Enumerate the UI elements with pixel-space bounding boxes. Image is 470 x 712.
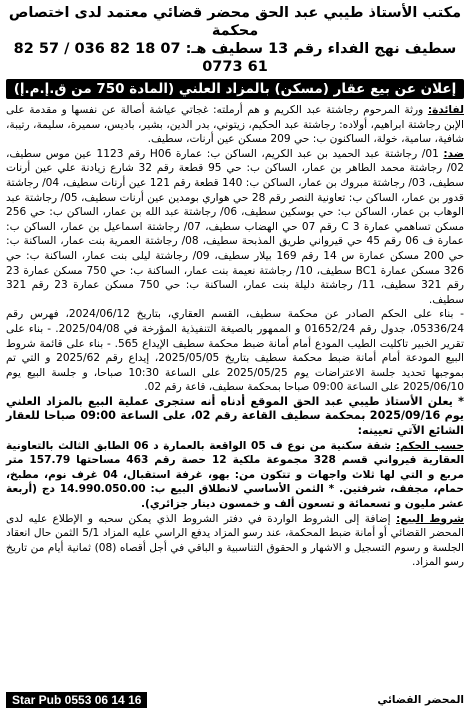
- sale-announcement-paragraph: * يعلن الأستاذ طيبي عبد الحق الموقع أدناه أنه ستجرى عملية البيع بالمزاد العلني يوم 2025/09/16 بمحكمة سطيف القاعة رقم 02، على الساعة 09:00 صباحا للعقار الشائع الآتي تعيينه:: [6, 394, 464, 438]
- defendants-paragraph: [6, 147, 464, 308]
- beneficiaries-paragraph: [6, 103, 464, 147]
- footer-bar: [6, 690, 464, 710]
- sale-conditions-paragraph: [6, 512, 464, 570]
- defendants-text: 01/ رجاشتة عبد الحميد بن عبد الكريم، الساكن ب: عمارة H06 رقم 1123 عين موس سطيف، 02/ رجاشتة محمد الطاهر بن عمار، الساكن ب: حي 95 قطعة رقم 32 شارع زيادنة علي عين أرنات سطيف، 03/ رجاشتة مبروك بن عمار، الساكن ب: 140 قطعة رقم 121 عين أرنات سطيف، 04/ رجاشتة قدور بن عمار، الساكن ب: تعاونية النصر رقم 28 حي هواري بومدين عين أرنات سطيف، 05/ رجاشتة عبد الوهاب بن عمار، الساكن ب: حي بوسكين سطيف، 06/ رجاشتة عبد الله بن عمار، الساكن ب: حي 256 مسكن تساهمي عمارة 3 C رقم 07 حي الهضاب سطيف، 07/ رجاشتة اسماعيل بن عمار، الساكن ب: عمارة ف 06 رقم 45 حي قيرواني طريق المذبحة سطيف، 08/ رجاشتة العمرية بنت عمار، الساكنة ب: حي 200 مسكن عمارة س 14 رقم 169 بيلار سطيف، 09/ رجاشتة ليلى بنت عمار، الساكنة ب: حي 326 مسكن عمارة BC1 سطيف، 10/ رجاشتة نعيمة بنت عمار، الساكنة ب: حي 750 مسكن عمارة 23 رقم 321 سطيف، 11/ رجاشتة دليلة بنت عمار، الساكنة ب: حي 750 مسكن عمارة 23 رقم 321 سطيف.: [6, 147, 465, 306]
- property-text: شقة سكنية من نوع ف 05 الواقعة بالعمارة د 06 الطابق الثالث بالتعاونية العقارية قيرواني قسم 328 مجموعة ملكية 12 حصة رقم 463 مساحتها 157.79 متر مربع و التي لها ثلاث واجهات و تتكون من: بهو، غرفة استقبال، 04 غرف نوم، مطبخ، حمام، مجفف، شرفتين. * الثمن الأساسي لانطلاق البيع ب: 14.990.050.00 دج (أربعة عشر مليون و تسعمائة و تسعون ألف و خمسون دينار جزائري).: [6, 439, 465, 511]
- defendants-label: ضد:: [443, 147, 465, 160]
- sale-conditions-text: إضافة إلى الشروط الواردة في دفتر الشروط الذي يمكن سحبه و الإطلاع عليه لدى المحضر القضائي أو أمانة ضبط المحكمة، عند رسو المزاد يدفع الراسي عليه المزاد 5/1 الثمن حال انعقاد الجلسة و رسوم التسجيل و الاشهار و الحقوق التناسبية و الباقي في أجل أقصاه (08) ثمانية أيام من تاريخ رسو المزاد.: [6, 512, 464, 569]
- office-address-phone: سطيف نهج الفداء رقم 13 سطيف هـ: 07 18 82 036 / 57 82 61 0773: [13, 41, 457, 75]
- property-label: حسب الحكم:: [395, 439, 464, 452]
- beneficiaries-text: ورثة المرحوم رجاشتة عبد الكريم و هم أرملته: غجاتي عياشة أصالة عن نفسها و مقدمة على الإبن رجاشتة ابراهيم، أولاده: رجاشتة عبد الحكيم، زيتوني، بدر الدين، بشير، باديس، سميرة، سليمة، رتيبة، شافية، سامية، خولة، الساكنون ب: حي 209 مسكن عين أرنات، سطيف.: [6, 104, 464, 146]
- beneficiaries-label: لفائدة:: [427, 104, 464, 116]
- office-header-line: مكتب الأستاذ طيبي عبد الحق محضر قضائي معتمد لدى اختصاص محكمة: [8, 5, 462, 39]
- publisher-badge: Star Pub 0553 06 14 16: [6, 692, 147, 708]
- announcement-body: [6, 103, 464, 570]
- bailiff-signature-label: المحضر القضائي: [377, 694, 464, 706]
- sale-conditions-label: شروط البيع:: [395, 512, 464, 525]
- property-description-paragraph: [6, 439, 464, 512]
- legal-basis-paragraph: - بناء على الحكم الصادر عن محكمة سطيف، القسم العقاري، بتاريخ 2024/06/12، فهرس رقم 05336/24، جدول رقم 01652/24 و الممهور بالصيغة التنفيذية المؤرخة في 2025/04/08. - بناء على تقرير الخبير تاكليت الطيب المودع أمام أمانة ضبط محكمة سطيف الإيداع 565. - بناء على قائمة شروط البيع المودعة أمام أمانة ضبط محكمة سطيف بتاريخ 2025/05/05، إيداع رقم 2025/62 و التي تم بموجبها تحديد جلسة الاعتراضات يوم 2025/05/25 على الساعة 10:30 صباحا، و جلسة البيع يوم 2025/06/10 على الساعة 09:00 صباحا بمحكمة سطيف، قاعة رقم 02.: [6, 308, 464, 394]
- announcement-title-banner: إعلان عن بيع عقار (مسكن) بالمزاد العلني (المادة 750 من ق.إ.م.إ): [6, 79, 464, 99]
